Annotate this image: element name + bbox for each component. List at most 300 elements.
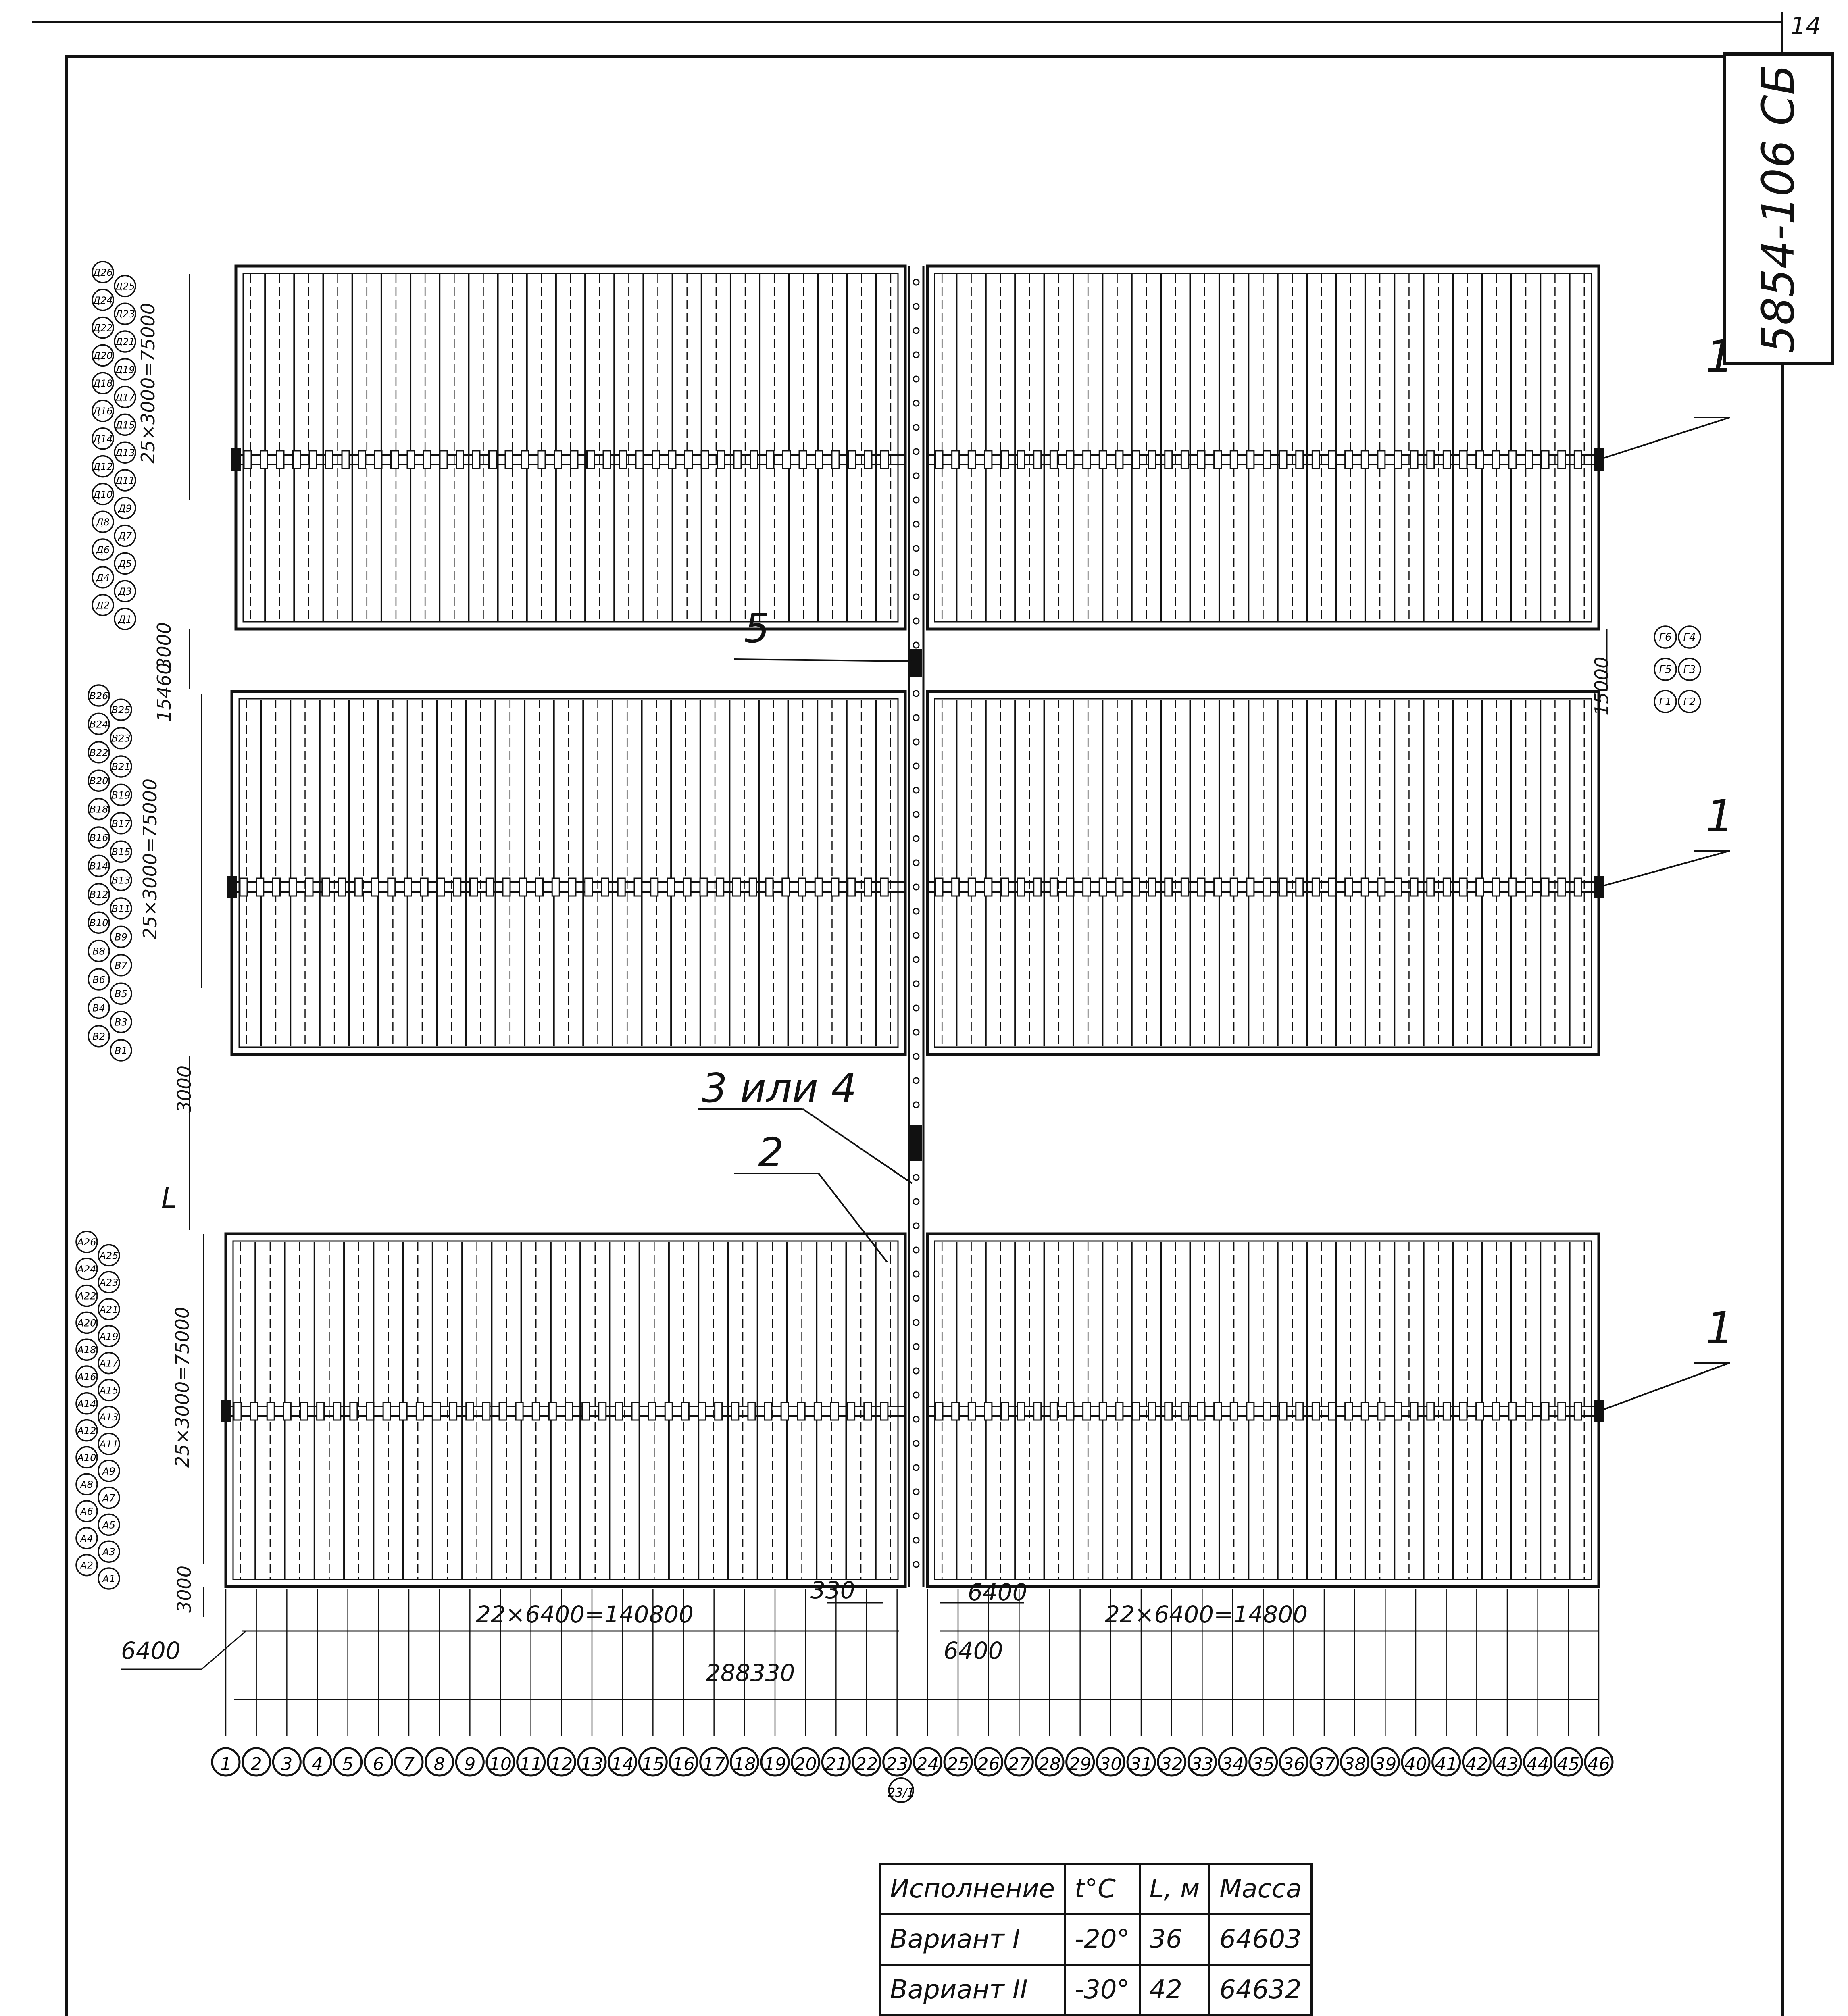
drive-chain-link [913,521,919,527]
table-row [880,1965,1312,2015]
gear-unit [538,451,545,469]
row-axis-label: В24 [89,719,108,730]
dim-bot-rows: 25×3000=75000 [171,1306,193,1468]
axis-label: 6 [373,1754,384,1774]
drive-chain-link [913,1416,919,1422]
gear-unit [1345,451,1352,469]
row-axis-label: Д6 [96,544,110,556]
drive-chain-link [913,933,919,938]
axis-label: 29 [1069,1754,1092,1774]
axis-label: 7 [403,1754,415,1774]
axis-label: 33 [1191,1754,1214,1774]
gear-unit [306,878,313,896]
gear-unit [1148,878,1156,896]
gear-unit [832,451,839,469]
gear-unit [1230,878,1238,896]
gear-unit [391,451,398,469]
gear-unit [1345,878,1352,896]
gear-unit [1001,878,1008,896]
row-axis-label: А14 [77,1398,96,1410]
gear-unit [1050,878,1057,896]
dim-top-rows: 25×3000=75000 [137,302,159,464]
axis-label: 32 [1160,1754,1183,1774]
gear-unit [1296,1402,1303,1420]
drive-chain-link [913,812,919,817]
gear-unit [1083,451,1090,469]
variants-table [879,1863,1313,2016]
gear-unit [1017,451,1025,469]
gear-unit [1099,1402,1106,1420]
gear-unit [718,451,725,469]
gear-unit [466,1402,473,1420]
gear-unit [1361,878,1369,896]
callout-2: 2 [758,1129,784,1176]
row-axis-label: Д14 [93,433,113,445]
gear-unit [1050,1402,1057,1420]
gear-unit [456,451,464,469]
gear-unit [1312,878,1319,896]
dim-bay-left: 6400 [121,1637,181,1664]
row-axis-label: Д9 [118,502,132,514]
gear-unit [549,1402,556,1420]
axis-label: 30 [1099,1754,1122,1774]
gear-unit [1525,1402,1533,1420]
row-axis-label: Д12 [93,461,113,473]
gear-unit [667,878,675,896]
gear-unit [1460,878,1467,896]
leader-5 [734,659,911,661]
gear-unit [1312,451,1319,469]
leader-1-mid [1599,851,1730,887]
drive-chain-link [913,763,919,769]
gear-unit [1361,451,1369,469]
gear-unit [433,1402,440,1420]
gear-unit [260,451,268,469]
axis-label: 11 [519,1754,542,1774]
gear-unit [632,1402,639,1420]
gear-unit [985,1402,992,1420]
gear-unit [814,1402,821,1420]
gear-unit [1263,451,1271,469]
row-axis-label: В15 [111,846,131,858]
row-axis-label: А7 [102,1492,115,1504]
header-length: L, м [1140,1864,1210,1914]
gear-unit [1443,878,1450,896]
gear-unit [1460,451,1467,469]
gear-unit [1542,878,1549,896]
gear-unit [309,451,317,469]
row-axis-label: А5 [102,1519,115,1531]
gear-unit [1099,451,1106,469]
gear-unit [782,878,790,896]
gear-unit [767,451,774,469]
drive-chain-link [913,1465,919,1470]
gear-unit [450,1402,457,1420]
gearbox-5 [910,649,922,677]
row-axis-label: Д16 [93,406,113,417]
gear-unit [599,1402,606,1420]
gear-unit [503,878,510,896]
gear-unit [342,451,349,469]
gear-unit [636,451,643,469]
dim-gap-top: 3000 [153,622,175,669]
axis-label: 2 [250,1754,262,1774]
gear-unit [416,1402,423,1420]
gear-unit [935,451,943,469]
gear-unit [1017,878,1025,896]
gear-unit [1296,451,1303,469]
drive-chain-link [913,279,919,285]
gear-unit [486,878,494,896]
gear-unit [1329,451,1336,469]
gear-unit [1181,451,1188,469]
row-axis-label: В8 [92,946,105,957]
gear-unit [326,451,333,469]
dim-gap-bottom: 3000 [173,1565,195,1613]
gear-unit [554,451,562,469]
variant-name: Вариант I [880,1914,1065,1965]
row-axis-label: Д23 [115,308,135,320]
row-axis-label: А8 [80,1479,93,1491]
gear-unit [371,878,379,896]
gear-unit [1034,451,1041,469]
gear-unit [566,1402,573,1420]
drive-chain-link [913,594,919,600]
axis-label: 27 [1008,1754,1031,1774]
gear-unit [1492,1402,1500,1420]
document-code-rotated: 5854-106 СБ [1752,64,1804,354]
gear-unit [681,1402,689,1420]
drive-chain-link [913,1199,919,1204]
drive-chain-link [913,1223,919,1229]
gear-unit [1279,451,1287,469]
gear-unit [698,1402,706,1420]
gear-unit [935,1402,943,1420]
row-axis-label: Д15 [115,419,135,431]
gear-unit [1198,878,1205,896]
gear-unit [1279,878,1287,896]
gear-unit [750,451,758,469]
gear-unit [289,878,296,896]
gear-unit [615,1402,623,1420]
gear-unit [1542,451,1549,469]
axis-label: 13 [581,1754,603,1774]
row-axis-label: В6 [92,974,105,985]
drive-chain-link [913,352,919,358]
row-axis-label: Д11 [115,475,135,486]
gear-unit [424,451,431,469]
drive-chain-link [913,1392,919,1398]
greenhouse-plan [76,262,1730,1802]
variant-mass: 64632 [1210,1965,1312,2015]
gear-unit [701,451,708,469]
drive-chain-link [913,328,919,333]
gear-unit [400,1402,407,1420]
gear-unit [1067,451,1074,469]
row-axis-label: Д4 [96,572,110,583]
gear-unit [968,1402,975,1420]
gear-unit [815,878,822,896]
row-axis-label: А25 [99,1250,119,1262]
gear-unit [240,878,247,896]
drive-chain-link [913,1005,919,1011]
axis-label: 15 [642,1754,665,1774]
drive-chain-link [913,715,919,721]
gear-unit [1083,878,1090,896]
gear-unit [1394,1402,1402,1420]
gear-unit [1476,1402,1483,1420]
row-axis-label: А17 [99,1358,119,1369]
gear-unit [1312,1402,1319,1420]
axis-label: 1 [220,1754,231,1774]
drive-chain-link [913,304,919,309]
gear-unit [1263,1402,1271,1420]
leader-2 [819,1173,887,1262]
row-axis-label: А26 [77,1237,96,1248]
drive-chain-link [913,1102,919,1108]
axis-label: 24 [916,1754,939,1774]
dim-gap-top2: 15460 [153,662,175,722]
dim-bay-center-bottom: 6400 [944,1637,1003,1664]
gear-unit [952,878,959,896]
document-code-stamp [1723,52,1834,365]
drive-chain-link [913,1271,919,1277]
gear-unit [1410,451,1418,469]
gear-unit [1361,1402,1369,1420]
gear-unit [339,878,346,896]
gear-unit [1132,1402,1140,1420]
row-axis-label: Д20 [93,350,113,362]
gear-unit [585,878,592,896]
drive-chain-link [913,1054,919,1059]
drive-chain-link [913,1562,919,1567]
row-axis-label: В25 [111,704,131,716]
row-axis-label: В26 [89,690,108,702]
gear-unit [985,451,992,469]
right-axis-label: Г3 [1683,664,1696,676]
gear-unit [831,1402,838,1420]
gear-unit [333,1402,341,1420]
row-axis-label: В5 [115,988,127,1000]
gear-unit [582,1402,590,1420]
axis-label: 10 [489,1754,512,1774]
gear-unit [421,878,428,896]
gear-unit [798,1402,805,1420]
drive-chain-link [913,1175,919,1180]
gear-unit [1067,878,1074,896]
gear-unit [733,878,740,896]
row-axis-label: В14 [89,860,108,872]
axis-label: 20 [794,1754,817,1774]
gear-unit [519,878,527,896]
gear-unit [1067,1402,1074,1420]
drive-chain-link [913,981,919,987]
row-axis-label: В12 [89,889,108,900]
gear-unit [283,1402,291,1420]
gear-unit [1378,878,1385,896]
gear-unit [358,451,366,469]
gear-unit [1214,878,1221,896]
gear-unit [516,1402,523,1420]
gear-unit [375,451,382,469]
leader-3-4 [802,1109,912,1183]
drive-chain-link [913,787,919,793]
row-axis-label: А6 [80,1506,93,1517]
axis-label: 40 [1404,1754,1427,1774]
drive-chain-link [913,691,919,696]
gear-unit [1279,1402,1287,1420]
gear-unit [765,1402,772,1420]
gear-unit [1001,1402,1008,1420]
gear-unit [865,878,872,896]
gear-unit [273,878,280,896]
row-axis-label: Д26 [93,267,113,278]
dim-gap-mid: 3000 [173,1065,195,1113]
drive-chain-link [913,836,919,841]
drive-chain-link [913,1441,919,1446]
row-axis-label: Д1 [118,614,132,625]
drive-chain-link [913,957,919,962]
gear-unit [603,451,610,469]
gear-unit [1476,878,1483,896]
gear-unit [1132,878,1140,896]
gear-unit [1181,1402,1188,1420]
gear-unit [685,451,692,469]
gear-unit [881,451,888,469]
axis-label: 43 [1496,1754,1519,1774]
gear-unit [618,878,625,896]
row-axis-label: В23 [111,733,131,744]
axis-label: 14 [611,1754,634,1774]
variants-table-header [880,1864,1312,1914]
axis-label: 23 [885,1754,908,1774]
dim-bay-center-top: 6400 [968,1579,1027,1606]
gear-unit [350,1402,357,1420]
row-axis-label: А21 [99,1304,119,1315]
dim-right-gap: 15000 [1591,656,1613,716]
leader-1-top [1599,417,1730,460]
gear-unit [749,878,756,896]
gear-unit [652,451,660,469]
gear-unit [881,1402,888,1420]
row-axis-label: А11 [99,1439,119,1450]
axis-label: 38 [1343,1754,1366,1774]
gear-unit [1542,1402,1549,1420]
row-axis-label: В17 [111,818,131,829]
gear-unit [1329,1402,1336,1420]
drive-chain-link [913,376,919,382]
gear-unit [355,878,362,896]
gear-unit [1558,1402,1565,1420]
gear-unit [648,1402,656,1420]
gear-unit [651,878,658,896]
sheet-number: 14 [1790,12,1821,40]
gear-unit [250,1402,258,1420]
row-axis-label: Д22 [93,322,113,334]
row-axis-label: А13 [99,1412,119,1423]
axis-label: 34 [1221,1754,1244,1774]
gear-unit [1558,451,1565,469]
row-axis-label: Д19 [115,364,135,375]
dim-length-L: L [161,1181,177,1214]
axis-label: 21 [825,1754,848,1774]
gear-unit [1148,1402,1156,1420]
right-axis-label: Г4 [1683,631,1696,644]
row-axis-label: А2 [80,1560,93,1571]
row-axis-label: Д25 [115,281,135,292]
gear-unit [1443,1402,1450,1420]
axis-label: 18 [733,1754,756,1774]
gear-unit [367,1402,374,1420]
row-axis-label: Д8 [96,516,110,528]
gear-unit [569,878,576,896]
gear-unit [1427,878,1434,896]
gear-unit [881,878,888,896]
row-axis-label: А12 [77,1425,96,1437]
gear-unit [1476,451,1483,469]
axis-label: 46 [1588,1754,1610,1774]
gear-unit [473,451,480,469]
row-axis-label: Д10 [93,489,113,500]
row-axis-label: В16 [89,832,108,843]
row-axis-label: В18 [89,804,108,815]
axis-label: 17 [702,1754,725,1774]
gear-unit [277,451,284,469]
gear-unit [665,1402,672,1420]
row-axis-label: Д3 [118,586,132,598]
gear-unit [383,1402,390,1420]
row-axis-label: В2 [92,1031,105,1042]
drive-chain-link [913,860,919,866]
gear-unit [766,878,773,896]
header-variant: Исполнение [880,1864,1065,1914]
gear-unit [300,1402,308,1420]
dim-center-gap: 330 [810,1577,855,1604]
axis-label: 45 [1557,1754,1580,1774]
variant-temperature: -20° [1065,1914,1140,1965]
drive-chain-link [913,1029,919,1035]
gear-unit [234,1402,241,1420]
gear-unit [1525,878,1533,896]
gear-unit [244,451,251,469]
gear-unit [1509,878,1516,896]
row-axis-label: А3 [102,1546,115,1558]
right-axis-label: Г5 [1659,664,1672,676]
drive-chain-link [913,1368,919,1374]
axis-label: 28 [1038,1754,1061,1774]
drive-chain-link [913,400,919,406]
row-axis-label: В22 [89,747,108,758]
gear-unit [1116,1402,1123,1420]
row-axis-label: В1 [115,1045,127,1056]
variant-temperature: -30° [1065,1965,1140,2015]
drive-chain-link [913,642,919,648]
drive-chain-link [913,1320,919,1325]
axis-label: 31 [1130,1754,1152,1774]
gear-unit [683,878,691,896]
row-axis-label: В9 [115,931,127,943]
variant-length: 36 [1140,1914,1210,1965]
row-axis-label: А22 [77,1290,96,1302]
gear-unit [1410,878,1418,896]
gear-unit [968,451,975,469]
gear-unit [1001,451,1008,469]
axis-label: 19 [764,1754,786,1774]
gear-unit [1034,1402,1041,1420]
gear-unit [634,878,642,896]
gear-unit [1558,878,1565,896]
gear-unit [848,1402,855,1420]
